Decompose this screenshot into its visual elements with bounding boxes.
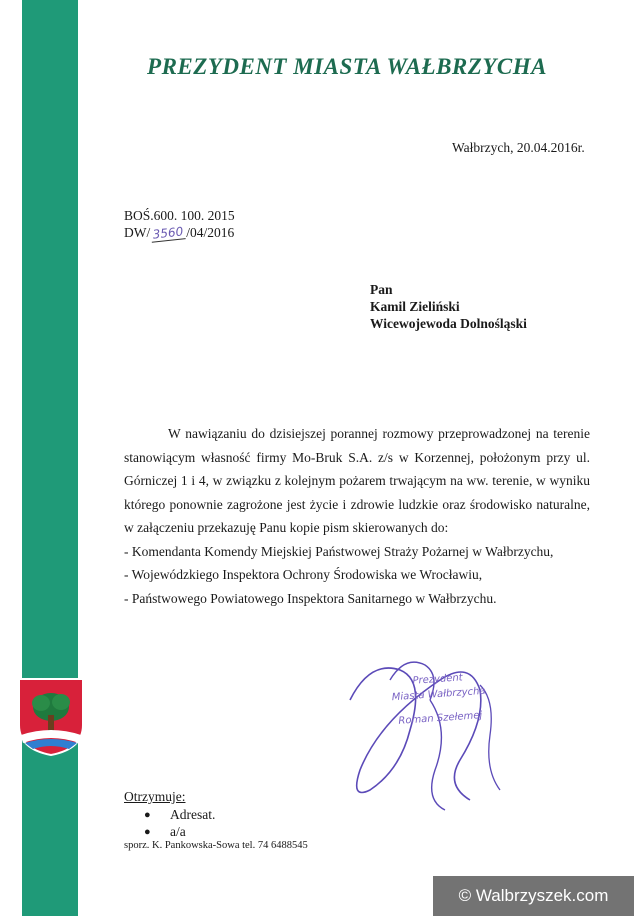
distribution-label: Otrzymuje: [124,789,186,804]
list-item [144,806,215,823]
prepared-by-note: sporz. K. Pankowska-Sowa tel. 74 6488545 [124,840,308,851]
place-and-date: Wałbrzych, 20.04.2016r. [452,140,585,155]
list-item: - Wojewódzkiego Inspektora Ochrony Środowiska we Wrocławiu, [124,567,483,582]
bullet-icon: ● [144,825,151,838]
handwritten-reference-number: 3560 [152,224,185,242]
city-coat-of-arms-icon [17,677,85,757]
reference-number-1: BOŚ.600. 100. 2015 [124,208,235,223]
reference-number-2 [124,225,234,241]
recipient-salutation: Pan [370,282,393,297]
bullet-icon: ● [144,808,151,821]
stamp-line-2: Miasta Wałbrzycha [391,685,486,704]
stamp-line-3: Roman Szełemej [398,710,483,727]
letter-body [124,422,590,610]
distribution-item: a/a [170,823,186,839]
distribution-list [144,806,215,840]
reference-suffix: /04/2016 [186,225,235,240]
site-watermark: © Walbrzyszek.com [433,876,634,916]
list-item: - Komendanta Komendy Miejskiej Państwowej Straży Pożarnej w Wałbrzychu, [124,543,554,559]
body-paragraph: W nawiązaniu do dzisiejszej porannej rozmowy przeprowadzonej na terenie stanowiącym własność firmy Mo-Bruk S.A. z/s w Korzennej, położonym przy ul. Górniczej 1 i 4, w związku z kolejnym pożarem trwającym na ww. terenie, w wyniku którego ponownie zagrożone jest życie i zdrowie ludzkie oraz środowisko naturalne, w załączeniu przekazuję Panu kopie pism skierowanych do: [124,426,590,535]
recipient-name: Kamil Zieliński [370,299,460,314]
reference-prefix: DW/ [124,225,151,240]
list-item [144,823,215,840]
document-header-title: PREZYDENT MIASTA WAŁBRZYCHA [147,54,547,79]
list-item: - Państwowego Powiatowego Inspektora Sanitarnego w Wałbrzychu. [124,590,497,606]
distribution-item: Adresat. [170,806,216,822]
green-side-bar [22,0,78,916]
handwritten-signature [330,640,510,820]
official-stamp [382,668,495,730]
stamp-line-1: Prezydent [412,672,464,687]
recipient-title: Wicewojewoda Dolnośląski [370,316,527,331]
